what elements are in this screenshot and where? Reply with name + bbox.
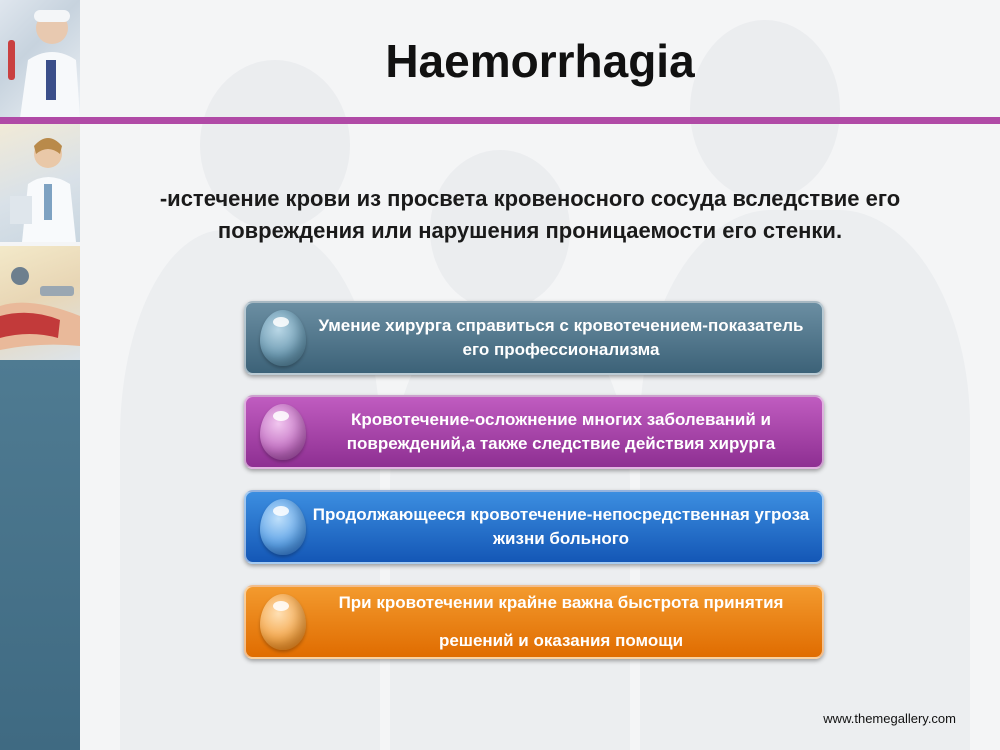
info-bar-text: Продолжающееся кровотечение-непосредственная угроза жизни больного: [312, 505, 810, 548]
doctor-photo: [0, 0, 80, 118]
left-photo-strip: [0, 0, 80, 750]
droplet-icon: [260, 310, 306, 366]
droplet-icon: [260, 404, 306, 460]
droplet-icon: [260, 499, 306, 555]
info-bar-ongoing-bleeding: [244, 490, 824, 564]
info-bar-text: Умение хирурга справиться с кровотечением-показатель его профессионализма: [318, 316, 804, 359]
title-divider: [0, 117, 1000, 124]
blood-pressure-photo: [0, 246, 80, 360]
info-bar-surgeon-skill: [244, 301, 824, 375]
info-bar-quick-decision: [244, 585, 824, 659]
definition-text: -истечение крови из просвета кровеносного сосуда вследствие его повреждения или нарушения проницаемости его стенки.: [159, 186, 901, 243]
info-bar-line-1: При кровотечении крайне важна быстрота принятия: [338, 593, 784, 612]
nurse-photo: [0, 124, 80, 242]
footer-url: www.themegallery.com: [823, 711, 956, 726]
info-bar-line-2: решений и оказания помощи: [438, 631, 684, 650]
info-bar-text: Кровотечение-осложнение многих заболеваний и повреждений,а также следствие действия хирурга: [346, 410, 776, 453]
slide-title: Haemorrhagia: [385, 35, 695, 87]
info-bar-text: [310, 587, 812, 657]
droplet-icon: [260, 594, 306, 650]
info-bar-complication: [244, 395, 824, 469]
left-blue-band: [0, 360, 80, 750]
